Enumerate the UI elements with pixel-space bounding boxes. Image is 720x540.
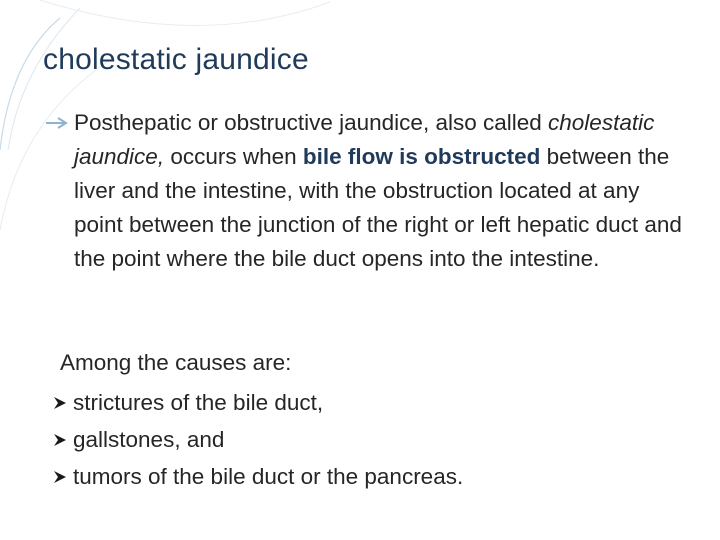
list-item (52, 423, 463, 460)
paragraph-italic-term: cholestatic jaundice, (74, 110, 655, 169)
arrow-bullet-icon (44, 116, 74, 130)
causes-intro: Among the causes are: (60, 350, 292, 375)
slide-title: cholestatic jaundice (43, 43, 309, 76)
cause-text: gallstones, and (73, 427, 225, 452)
cause-text: tumors of the bile duct or the pancreas. (73, 464, 464, 489)
paragraph-mid: occurs when (164, 144, 303, 169)
list-item (52, 386, 463, 423)
definition-paragraph (74, 106, 686, 276)
causes-list (52, 386, 463, 497)
cause-text: strictures of the bile duct, (73, 390, 324, 415)
paragraph-bold-phrase: bile flow is obstructed (302, 144, 541, 169)
arrowhead-bullet-icon (52, 432, 68, 448)
list-item (52, 460, 463, 497)
paragraph-tail: between the liver and the intestine, with the obstruction located at any point between the junction of the right or left hepatic duct and the point where the bile duct opens into the intestine. (74, 144, 682, 271)
arrowhead-bullet-icon (52, 469, 68, 485)
arrowhead-bullet-icon (52, 395, 68, 411)
paragraph-lead: Posthepatic or obstructive jaundice, also called (74, 110, 549, 135)
